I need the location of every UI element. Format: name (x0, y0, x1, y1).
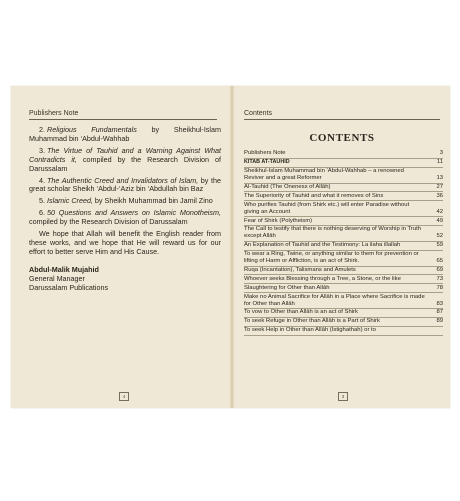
toc-entry-page: 89 (436, 318, 443, 325)
toc-entry-title: Slaughtering for Other than Allāh (244, 284, 330, 291)
toc-row (244, 159, 443, 168)
signatory-role: General Manager (29, 273, 85, 283)
toc-entry-page: 49 (436, 217, 443, 224)
toc-row (244, 150, 443, 159)
toc-row (244, 201, 443, 217)
contents-title: CONTENTS (309, 132, 375, 144)
book-spread (11, 86, 450, 408)
toc-row (244, 293, 443, 309)
toc-row (244, 192, 443, 201)
closing-paragraph: We hope that Allah will benefit the English reader from these works, and we hope that He will reward us for our effort to better serve Him and His Cause. (29, 229, 221, 256)
toc-entry-title: Al-Tauhid (The Oneness of Allāh) (244, 183, 331, 190)
toc-entry-title: Ruqa (Incantation), Talismans and Amulets (244, 266, 356, 273)
toc-row (244, 226, 443, 242)
left-page-number: 4 (119, 392, 129, 401)
list-item (29, 197, 221, 206)
left-header-rule (29, 119, 217, 120)
publishers-note-body (29, 126, 221, 292)
toc-entry-page: 11 (436, 159, 443, 166)
right-page (234, 86, 450, 408)
toc-entry-page: 3 (439, 150, 443, 157)
toc-entry-page: 65 (436, 258, 443, 265)
toc-entry-title: Make no Animal Sacrifice for Allāh in a Place where Sacrifice is made for Other than Allāh (244, 293, 425, 307)
toc-row (244, 242, 443, 251)
entry-title: Religious Fundamentals (47, 125, 137, 134)
toc-entry-title: To seek Refuge in Other than Allāh is a Part of Shirk (244, 318, 380, 325)
right-page-number: 3 (338, 392, 348, 401)
entry-detail: by Sheikhul-Islam Muhammad bin ‘Abdul-Wahhab (29, 125, 221, 143)
toc-row (244, 251, 443, 267)
toc-row (244, 327, 443, 336)
toc-row (244, 275, 443, 284)
left-running-head: Publishers Note (29, 110, 79, 117)
entry-number: 5. (39, 196, 45, 206)
toc-entry-page: 36 (436, 192, 443, 199)
toc-entry-title: To vow to Other than Allāh is an act of Shirk (244, 309, 358, 316)
signature-block (29, 265, 221, 292)
toc-row (244, 284, 443, 293)
entry-number: 6. (39, 208, 45, 218)
toc-entry-title: To wear a Ring, Twine, or anything similar to them for prevention or lifting of Harm or Affliction, is an act of Shirk. (244, 251, 419, 265)
right-running-head: Contents (244, 110, 273, 117)
entry-detail: compiled by the Research Division of Darussalam (29, 154, 221, 173)
toc-entry-title: An Explanation of Tauhid and the Testimony: La ilaha illallah (244, 242, 401, 249)
toc-entry-title: Sheikhul-Islam Muhammad bin ‘Abdul-Wahhab – a renowned Reviver and a great Reformer (244, 168, 404, 182)
toc-row (244, 267, 443, 276)
toc-entry-title: Fear of Shirk (Polytheism) (244, 217, 313, 224)
toc-row (244, 318, 443, 327)
toc-entry-title: The Superiority of Tauhid and what it removes of Sins (244, 192, 384, 199)
toc-entry-title: To seek Help in Other than Allāh (Istighathah) or to (244, 327, 376, 334)
entry-number: 3. (39, 145, 45, 155)
entry-detail: by Sheikh Muhammad bin Jamil Zino (92, 196, 213, 206)
toc-entry-title: Publishers Note (244, 150, 286, 157)
right-header-rule (244, 119, 440, 120)
toc-entry-page: 13 (436, 175, 443, 182)
toc-entry-page: 27 (436, 183, 443, 190)
toc-entry-page: 59 (436, 242, 443, 249)
left-page (11, 86, 230, 408)
toc-entry-title: KITAB AT-TAUHID (244, 159, 290, 166)
list-item (29, 209, 221, 227)
list-item (29, 126, 221, 144)
toc-entry-page: 87 (436, 309, 443, 316)
entry-detail: compiled by the Research Division of Darussalam (29, 217, 188, 227)
toc-entry-page: 69 (436, 266, 443, 273)
list-item (29, 177, 221, 195)
signatory-org: Darussalam Publications (29, 282, 109, 292)
entry-title: Islamic Creed, (47, 196, 93, 206)
entry-title: The Authentic Creed and Invalidators of Islam, (47, 175, 199, 185)
toc-row (244, 217, 443, 226)
table-of-contents (244, 150, 443, 336)
toc-row (244, 168, 443, 184)
toc-entry-title: The Call to testify that there is nothing deserving of Worship in Truth except Allāh (244, 226, 422, 240)
list-item (29, 147, 221, 174)
toc-row (244, 184, 443, 193)
toc-entry-title: Who purifies Tauhid (from Shirk etc.) will enter Paradise without giving an Account (244, 201, 410, 215)
toc-entry-page: 42 (436, 208, 443, 215)
toc-row (244, 309, 443, 318)
toc-entry-page: 83 (436, 300, 443, 307)
signatory-name: Abdul-Malik Mujahid (29, 264, 99, 274)
entry-title: The Virtue of Tauhid and a Warning Against What Contradicts it, (29, 145, 221, 164)
toc-entry-page: 52 (436, 233, 443, 240)
entry-number: 4. (39, 175, 45, 185)
entry-title: 50 Questions and Answers on Islamic Monotheism, (47, 208, 221, 218)
entry-number: 2. (39, 125, 45, 134)
entry-detail: by the great scholar Sheikh ‘Abdul-‘Aziz bin ‘Abdullah bin Baz (29, 175, 221, 194)
toc-entry-title: Whoever seeks Blessing through a Tree, a Stone, or the like (244, 275, 401, 282)
toc-entry-page: 78 (436, 284, 443, 291)
toc-entry-page: 73 (436, 275, 443, 282)
